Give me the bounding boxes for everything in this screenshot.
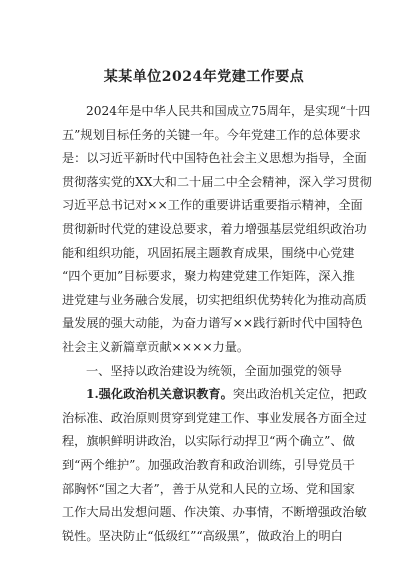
paragraph-line: 是：以习近平新时代中国特色社会主义思想为指导，全面 [62,151,367,166]
paragraph-line: 锐性。坚决防止“低级红”“高级黑”，做政治上的明白 [62,528,343,543]
paragraph-line: 习近平总书记对××工作的重要讲话重要指示精神，全面 [62,198,363,213]
subsection-heading: 1.强化政治机关意识教育。 [86,387,233,402]
paragraph-line: 治标准、政治原则贯穿到党建工作、事业发展各方面全过 [62,410,367,425]
paragraph-line: 贯彻落实党的XX大和二十届二中全会精神，深入学习贯彻 [62,174,372,189]
paragraph-line: 社会主义新篇章贡献××××力量。 [62,339,250,354]
paragraph-line: 到“两个维护”。加强政治教育和政治训练，引导党员干 [62,457,355,472]
paragraph-line: 部胸怀“国之大者”，善于从党和人民的立场、党和国家 [62,481,355,496]
paragraph-line: “四个更加”目标要求，聚力构建党建工作矩阵，深入推 [62,269,355,284]
paragraph-line: 程，旗帜鲜明讲政治，以实际行动捍卫“两个确立”、做 [62,434,355,449]
paragraph-line: 能和组织功能，巩固拓展主题教育成果，围绕中心党建 [62,245,355,260]
subsection-first-line [62,383,367,407]
paragraph-line: 量发展的强大动能，为奋力谱写××践行新时代中国特色 [62,316,363,331]
subsection-first-line-text: 突出政治机关定位，把政 [232,387,367,402]
paragraph-line: 进党建与业务融合发展，切实把组织优势转化为推动高质 [62,292,367,307]
section-heading: 一、坚持以政治建设为统领，全面加强党的领导 [86,363,342,378]
paragraph-line: 2024年是中华人民共和国成立75周年，是实现“十四 [86,104,371,118]
paragraph-line: 工作大局出发想问题、作决策、办事情，不断增强政治敏 [62,505,367,520]
document-body [62,100,372,548]
paragraph-line: 贯彻新时代党的建设总要求，着力增强基层党组织政治功 [62,221,367,236]
paragraph-line: 五”规划目标任务的关键一年。今年党建工作的总体要求 [62,127,361,142]
document-title: 某某单位2024年党建工作要点 [103,69,305,85]
